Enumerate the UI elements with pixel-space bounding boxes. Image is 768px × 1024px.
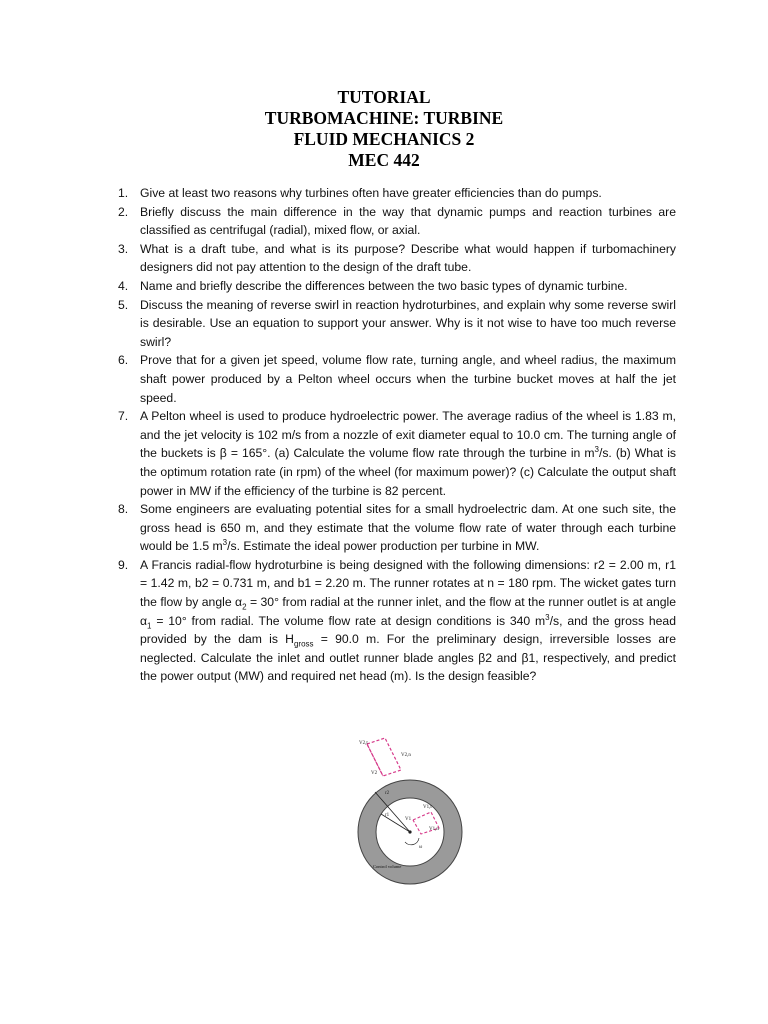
label-v1n: V1,n bbox=[429, 827, 439, 832]
question-item bbox=[110, 351, 676, 407]
question-text: Briefly discuss the main difference in the way that dynamic pumps and reaction turbines are classified as centrifugal (radial), mixed flow, or axial. bbox=[140, 204, 676, 238]
question-number: 8. bbox=[118, 502, 129, 517]
label-v1: V1 bbox=[405, 817, 412, 822]
title-course: FLUID MECHANICS 2 bbox=[293, 129, 475, 149]
question-text: A Pelton wheel is used to produce hydroelectric power. The average radius of the wheel is 1.83 m, and the jet velocity is 102 m/s from a nozzle of exit diameter equal to 10.0 cm. The turning angle of the buckets is β = 165°. (a) Calculate the volume flow rate through the turbine in $m^3/s$. (b) What is the optimum rotation rate (in rpm) of the wheel (for maximum power)? (c) Calculate the output shaft power in MW if the efficiency of the turbine is 82 percent. bbox=[140, 409, 677, 498]
question-item bbox=[110, 203, 676, 240]
question-text: Discuss the meaning of reverse swirl in reaction hydroturbines, and explain why some reverse swirl is desirable. Use an equation to support your answer. Why is it not wise to have too much reverse swirl? bbox=[140, 297, 676, 349]
question-number: 7. bbox=[118, 409, 129, 424]
question-number: 4. bbox=[118, 278, 129, 293]
question-text: What is a draft tube, and what is its purpose? Describe what would happen if turbomachinery designers did not pay attention to the design of the draft tube. bbox=[140, 241, 676, 275]
question-item bbox=[110, 184, 676, 203]
center-point bbox=[408, 830, 411, 833]
title-topic: TURBOMACHINE: TURBINE bbox=[264, 108, 504, 128]
question-number: 1. bbox=[118, 186, 129, 200]
question-number: 5. bbox=[118, 297, 129, 312]
question-text: Some engineers are evaluating potential sites for a small hydroelectric dam. At one such site, the gross head is 650 m, and they estimate that the volume flow rate of water through each turbine would be 1.5 $m^3/s$. Estimate the ideal power production per turbine in MW. bbox=[140, 502, 676, 554]
question-item bbox=[110, 500, 676, 556]
question-item bbox=[110, 277, 676, 296]
label-v2n: V2,n bbox=[401, 753, 411, 758]
label-v2: V2 bbox=[371, 771, 378, 776]
question-text: A Francis radial-flow hydroturbine is being designed with the following dimensions: r2 = 2.00 m, r1 = 1.42 m, b2 = 0.731 m, and b1 = 2.20 m. The runner rotates at n = 180 rpm. The wicket gates turn the flow by angle $\alpha_2 = 30^\circ$ from radial at the runner inlet, and the flow at the runner outlet is at angle $\alpha_1 = 10^\circ$ from radial. The volume flow rate at design conditions is 340 $m^3/s$, and the gross head provided by the dam is $H_{gross} = 90.0$ m. For the preliminary design, irreversible losses are neglected. Calculate the inlet and outlet runner blade angles β2 and β1, respectively, and predict the power output (MW) and required net head (m). Is the design feasible? bbox=[140, 557, 676, 684]
label-omega: ω bbox=[419, 845, 423, 850]
label-control-volume: Control volume bbox=[373, 864, 402, 869]
question-item bbox=[110, 407, 676, 500]
label-r1: r1 bbox=[385, 813, 390, 818]
label-v2t: V2,t bbox=[359, 741, 368, 746]
question-number: 3. bbox=[118, 241, 129, 256]
title-course-code: MEC 442 bbox=[348, 150, 420, 170]
question-text: Name and briefly describe the differences between the two basic types of dynamic turbine. bbox=[140, 278, 628, 293]
question-number: 9. bbox=[118, 557, 129, 572]
title-tutorial: TUTORIAL bbox=[337, 87, 431, 107]
question-text: Prove that for a given jet speed, volume flow rate, turning angle, and wheel radius, the maximum shaft power produced by a Pelton wheel occurs when the turbine bucket moves at half the jet speed. bbox=[140, 353, 676, 405]
question-item bbox=[110, 296, 676, 352]
question-item bbox=[110, 556, 676, 686]
francis-turbine-figure bbox=[345, 732, 475, 892]
question-list bbox=[110, 184, 676, 686]
label-r2: r2 bbox=[385, 791, 390, 796]
question-number: 2. bbox=[118, 204, 129, 219]
question-number: 6. bbox=[118, 353, 129, 368]
question-text: Give at least two reasons why turbines often have greater efficiencies than do pumps. bbox=[140, 186, 602, 200]
label-v1t: V1,t bbox=[423, 805, 432, 810]
document-header bbox=[0, 87, 768, 171]
question-item bbox=[110, 240, 676, 277]
